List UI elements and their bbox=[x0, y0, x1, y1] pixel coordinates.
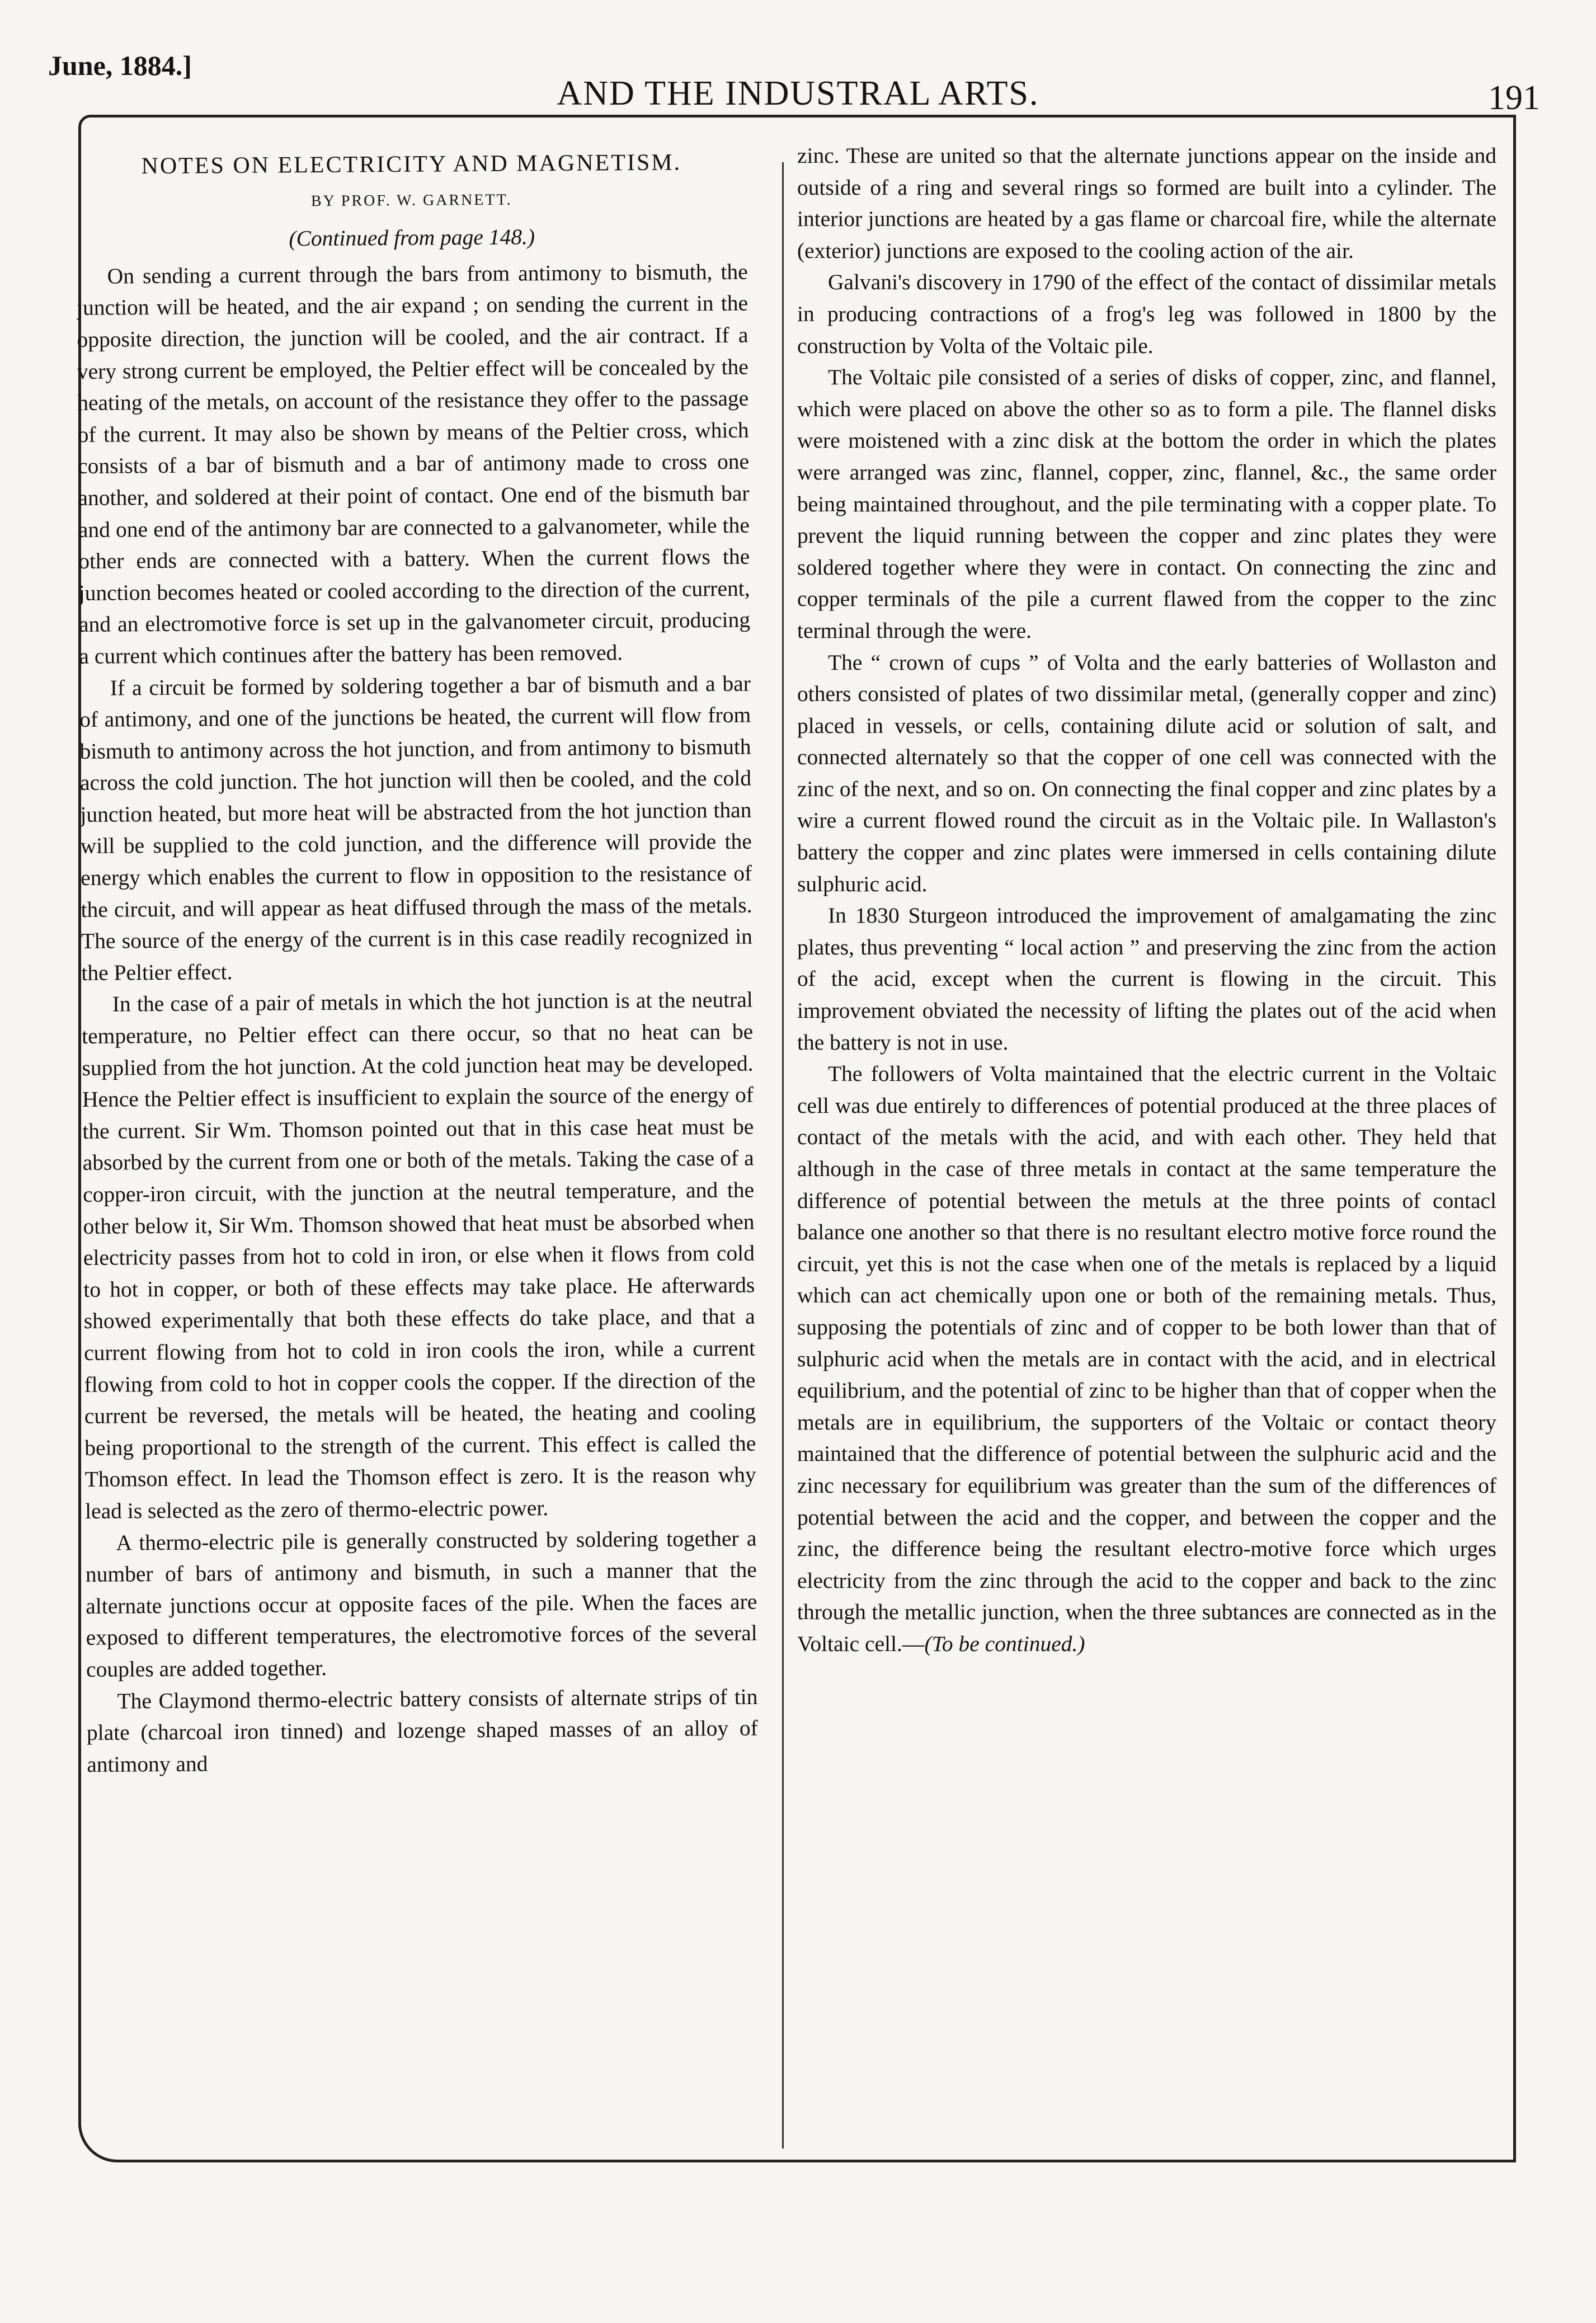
paragraph: In the case of a pair of metals in which the hot junction is at the neutral temperature, no Peltier effect can there occur, so that no heat can be supplied from the hot junction. At the cold junction heat may be developed. Hence the Peltier effect is insufficient to explain the source of the energy of the current. Sir Wm. Thomson pointed out that in this case heat must be absorbed by the current from one or both of the metals. Taking the case of a copper-iron circuit, with the junction at the neutral temperature, and the other below it, Sir Wm. Thomson showed that heat must be absorbed when electricity passes from hot to cold in iron, or else when it flows from cold to hot in copper, or both of these effects may take place. He afterwards showed experimentally that both these effects do take place, and that a current flowing from hot to cold in iron cools the iron, while a current flowing from cold to hot in copper cools the copper. If the direction of the current be reversed, the metals will be heated, the heating and cooling being proportional to the strength of the current. This effect is called the Thomson effect. In lead the Thomson effect is zero. It is the reason why lead is selected as the zero of thermo-electric power. bbox=[82, 987, 756, 1523]
paragraph: Galvani's discovery in 1790 of the effect of the contact of dissimilar metals in producing contractions of a frog's leg was followed in 1800 by the construction by Volta of the Voltaic pile. bbox=[797, 270, 1496, 358]
issue-date: June, 1884.] bbox=[48, 50, 192, 81]
paragraph: On sending a current through the bars from antimony to bismuth, the junction will be heated, and the air expand ; on sending the current in the opposite direction, the junction will be cooled, and the air contract. If a very strong current be employed, the Peltier effect will be concealed by the heating of the metals, on account of the resistance they offer to the passage of the current. It may also be shown by means of the Peltier cross, which consists of a bar of bismuth and a bar of antimony made to cross one another, and soldered at their point of contact. One end of the bismuth bar and one end of the antimony bar are connected to a galvanometer, while the other ends are connected with a battery. When the current flows the junction becomes heated or cooled according to the direction of the current, and an electromotive force is set up in the galvanometer circuit, producing a current which continues after the battery has been removed. bbox=[76, 259, 751, 669]
left-column bbox=[76, 135, 761, 2143]
running-head bbox=[0, 39, 1596, 117]
paragraph: A thermo-electric pile is generally constructed by soldering together a number of bars of antimony and bismuth, in such a manner that the alternate junctions occur at opposite faces of the pile. When the faces are exposed to different temperatures, the electromotive forces of the several couples are added together. bbox=[85, 1526, 757, 1682]
column-rule bbox=[782, 162, 784, 2148]
article-byline: BY PROF. W. GARNETT. bbox=[310, 191, 512, 210]
paragraph: In 1830 Sturgeon introduced the improvement of amalgamating the zinc plates, thus preventing “ local action ” and preserving the zinc from the action of the acid, except when the current is flowing in the circuit. This improvement obviated the necessity of lifting the plates out of the acid when the battery is not in use. bbox=[797, 903, 1496, 1055]
article-title: NOTES ON ELECTRICITY AND MAGNETISM. bbox=[141, 149, 682, 180]
paragraph-text: The followers of Volta maintained that the electric current in the Voltaic cell was due entirely to differences of potential produced at the three places of contact of the metals with the acid, and with each other. They held that although in the case of three metals in contact at the same temperature the difference of potential between the metuls at the three points of contacl balance one another so that there is no resultant electro motive force round the circuit, yet this is not the case when one of the metals is replaced by a liquid which can act chemically upon one or both of the remaining metals. Thus, supposing the potentials of zinc and of copper to be both lower than that of sulphuric acid when the metals are in contact with the acid, and in electrical equilibrium, and the potential of zinc to be higher than that of copper when the metals are in equilibrium, the supporters of the Voltaic or contact theory maintained that the difference of potential between the sulphuric acid and the zinc necessary for equilibrium was greater than the sum of the differences of potential between the acid and the copper, and between the copper and the zinc, the difference being the resultant electro-motive force which urges electricity from the zinc through the acid to the copper and back to the zinc through the metallic junction, when the three subtances are connected as in the Voltaic cell.— bbox=[797, 1061, 1496, 1656]
right-column bbox=[797, 140, 1496, 2143]
journal-title: AND THE INDUSTRAL ARTS. bbox=[557, 74, 1039, 112]
paragraph: zinc. These are united so that the alternate junctions appear on the inside and outside of a ring and several rings so formed are built into a cylinder. The interior junctions are heated by a gas flame or charcoal fire, while the alternate (exterior) junctions are exposed to the cooling action of the air. bbox=[797, 143, 1496, 263]
paragraph: The Voltaic pile consisted of a series of disks of copper, zinc, and flannel, which were placed on above the other so as to form a pile. The flannel disks were moistened with a zinc disk at the bottom the order in which the plates were arranged was zinc, flannel, copper, zinc, flannel, &c., the same order being maintained throughout, and the pile terminating with a copper plate. To prevent the liquid running between the copper and zinc plates they were soldered together where they were in contact. On connecting the zinc and copper terminals of the pile a current flawed from the copper to the zinc terminal through the were. bbox=[797, 365, 1496, 643]
continued-note: (Continued from page 148.) bbox=[289, 224, 535, 251]
paragraph: The Claymond thermo-electric battery consists of alternate strips of tin plate (charcoal iron tinned) and lozenge shaped masses of an alloy of antimony and bbox=[86, 1684, 759, 1777]
page-number: 191 bbox=[1488, 79, 1540, 117]
to-be-continued: (To be continued.) bbox=[924, 1631, 1085, 1656]
paragraph-final bbox=[797, 1058, 1496, 1659]
paragraph: If a circuit be formed by soldering together a bar of bismuth and a bar of antimony, and one of the junctions be heated, the current will flow from bismuth to antimony across the hot junction, and from antimony to bismuth across the cold junction. The hot junction will then be cooled, and the cold junction heated, but more heat will be abstracted from the hot junction than will be supplied to the cold junction, and the difference will provide the energy which enables the current to flow in opposition to the resistance of the circuit, and will appear as heat diffused through the mass of the metals. The source of the energy of the current is in this case readily recognized in the Peltier effect. bbox=[79, 671, 753, 985]
paragraph: The “ crown of cups ” of Volta and the early batteries of Wollaston and others consisted of plates of two dissimilar metal, (generally copper and zinc) placed in vessels, or cells, containing dilute acid or solution of salt, and connected alternately so that the copper of one cell was connected with the zinc of the next, and so on. On connecting the final copper and zinc plates by a wire a current flowed round the circuit as in the Voltaic pile. In Wallaston's battery the copper and zinc plates were immersed in cells containing dilute sulphuric acid. bbox=[797, 650, 1496, 896]
